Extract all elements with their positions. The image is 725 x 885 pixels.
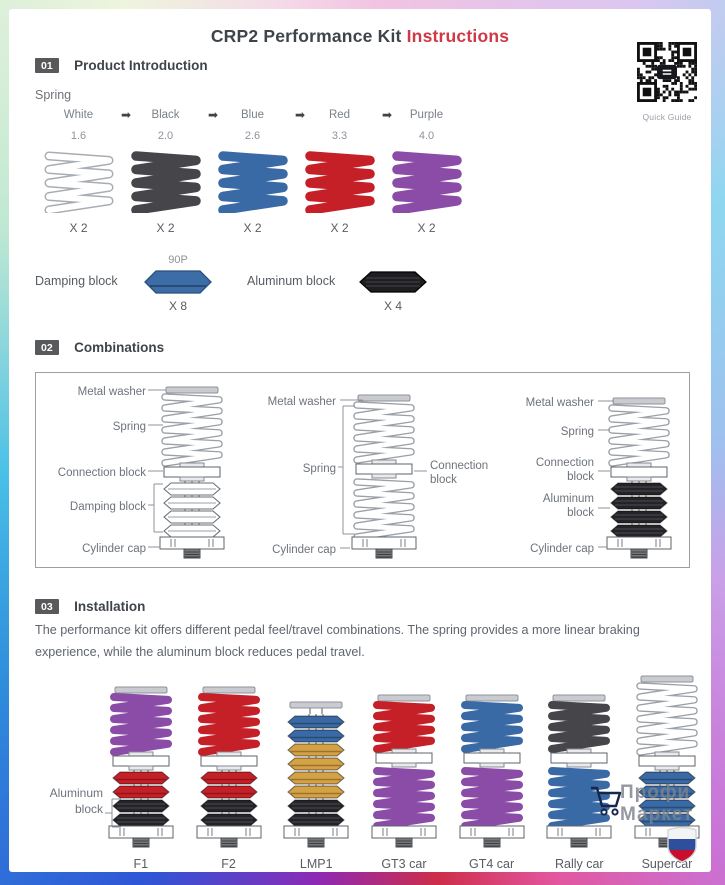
spring-rate: 1.6 — [70, 130, 87, 142]
flow-arrow-icon: ➡ — [120, 108, 131, 122]
section-title-01: Product Introduction — [74, 58, 208, 73]
damping-block-label: Damping block — [35, 274, 118, 288]
spring-qty: X 2 — [69, 221, 88, 235]
pedal-stack-rally-car — [535, 672, 623, 871]
pedal-stack-lmp1 — [272, 672, 360, 871]
pedal-stack-f2 — [185, 672, 273, 871]
watermark-text — [620, 783, 693, 827]
part-label: Cylinder cap — [272, 544, 336, 556]
flow-arrow-icon: ➡ — [381, 108, 392, 122]
section-badge-02: 02 — [35, 340, 59, 355]
spring-qty: X 2 — [417, 221, 436, 235]
part-label: Damping block — [69, 501, 146, 513]
pedal-stack-graphic — [541, 672, 617, 854]
pedal-stack-gt3-car — [360, 672, 448, 871]
part-label: Cylinder cap — [530, 543, 594, 555]
section-badge-01: 01 — [35, 58, 59, 73]
spring-graphic — [35, 147, 122, 215]
part-label: Connection — [535, 457, 594, 469]
aluminum-block-label: Aluminum block — [247, 274, 336, 288]
pedal-stack-row — [97, 672, 711, 871]
spring-name: Blue ➡ — [240, 108, 305, 122]
section-badge-03: 03 — [35, 599, 59, 614]
flow-arrow-icon: ➡ — [294, 108, 305, 122]
spring-rate: 3.3 — [331, 130, 348, 142]
page-title-accent: Instructions — [406, 26, 510, 46]
spring-graphic — [209, 147, 296, 215]
aluminum-pointer-label: Aluminum block — [49, 786, 103, 817]
spring-name: Purple — [409, 109, 444, 121]
spring-qty: X 2 — [156, 221, 175, 235]
content-card — [9, 9, 711, 872]
watermark-flag-shield — [665, 825, 699, 865]
combo-diagram-3 — [496, 375, 691, 567]
spring-name: Black ➡ — [151, 108, 218, 122]
spring-graphic — [122, 147, 209, 215]
spring-qty: X 2 — [330, 221, 349, 235]
part-label: Aluminum — [542, 493, 594, 505]
damping-block-graphic — [140, 267, 216, 302]
section-header-3 — [35, 598, 145, 616]
part-label: Metal washer — [77, 386, 146, 398]
spring-rate: 2.6 — [244, 130, 261, 142]
install-description: The performance kit offers different pedal feel/travel combinations. The spring provides a more linear braking experience, while the aluminum block reduces pedal travel. — [35, 623, 640, 659]
damping-tag: 90P — [168, 254, 188, 266]
part-label: Metal washer — [525, 397, 594, 409]
spring-rate: 2.0 — [157, 130, 174, 142]
stack-label: GT4 car — [469, 857, 515, 871]
section-header-2 — [35, 339, 164, 357]
part-label: Metal washer — [267, 396, 336, 408]
aluminum-pointer-bracket — [105, 794, 125, 836]
spring-group-label: Spring — [35, 88, 72, 102]
damping-qty: X 8 — [168, 299, 187, 313]
part-label: Cylinder cap — [82, 543, 146, 555]
spring-qty: X 2 — [243, 221, 262, 235]
stack-label: GT3 car — [381, 857, 427, 871]
pedal-stack-graphic — [454, 672, 530, 854]
quick-guide-block — [637, 42, 697, 122]
watermark-cart-icon — [588, 783, 624, 821]
stack-label: Rally car — [554, 857, 604, 871]
section-title-03: Installation — [74, 599, 146, 614]
section-header-1 — [35, 57, 208, 75]
part-label: block — [430, 474, 457, 486]
spring-selection-grid — [35, 109, 472, 235]
flow-arrow-icon: ➡ — [207, 108, 218, 122]
part-label: block — [567, 507, 594, 519]
pedal-stack-graphic — [366, 672, 442, 854]
part-label: Connection block — [57, 467, 146, 479]
spring-name: Red ➡ — [328, 108, 392, 122]
combinations-box — [35, 372, 690, 568]
part-label: block — [567, 471, 594, 483]
combo-diagram-2 — [251, 375, 496, 567]
qr-code — [637, 42, 697, 107]
spring-name: White ➡ — [63, 108, 131, 122]
combo-diagram-1 — [36, 375, 251, 567]
section-title-02: Combinations — [74, 340, 165, 355]
watermark-line2: Маркет — [620, 804, 694, 825]
qr-caption: Quick Guide — [642, 112, 692, 122]
aluminum-block-graphic — [355, 268, 431, 301]
aluminum-qty: X 4 — [383, 299, 402, 313]
part-label: Spring — [112, 421, 146, 433]
pedal-stack-f1 — [97, 672, 185, 871]
pedal-stack-graphic — [278, 672, 354, 854]
stack-label: F1 — [133, 857, 149, 871]
page-title-main: CRP2 Performance Kit — [210, 26, 402, 46]
stack-label: LMP1 — [299, 857, 333, 871]
page-title — [9, 26, 711, 47]
stack-label: Supercar — [641, 857, 693, 871]
spring-rate: 4.0 — [418, 130, 435, 142]
stack-label: F2 — [221, 857, 236, 871]
pedal-stack-graphic — [191, 672, 267, 854]
pedal-stack-gt4-car — [448, 672, 536, 871]
part-label: Connection — [430, 460, 489, 472]
spring-graphic — [383, 147, 470, 215]
part-label: Spring — [560, 426, 594, 438]
watermark-line1: Профи — [620, 782, 691, 803]
part-label: Spring — [302, 463, 336, 475]
spring-graphic — [296, 147, 383, 215]
